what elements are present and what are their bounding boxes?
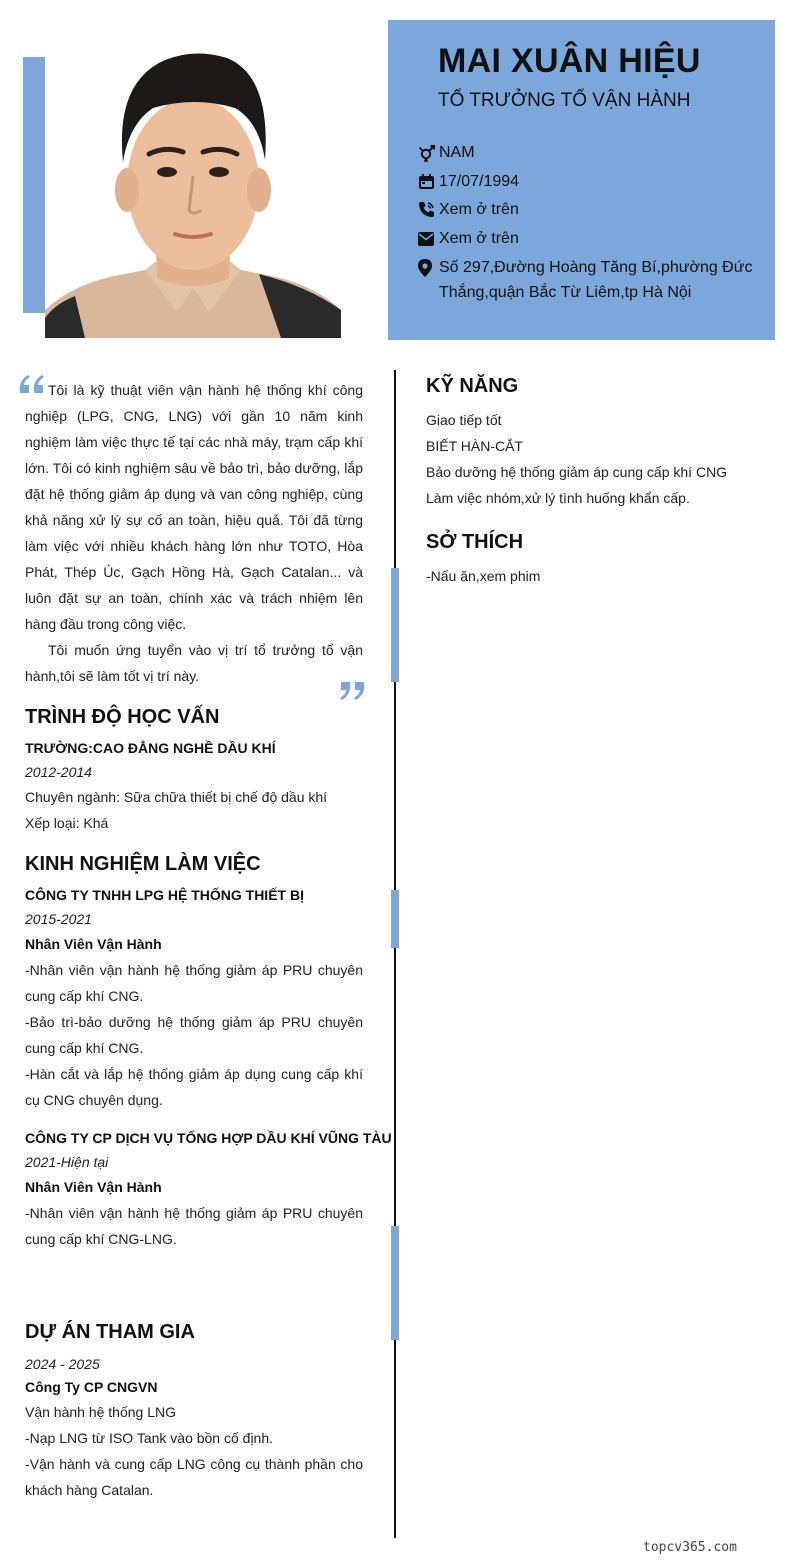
info-phone-row bbox=[418, 197, 757, 222]
education-rank: Xếp loại: Khá bbox=[25, 815, 109, 831]
calendar-icon bbox=[418, 169, 439, 194]
project-line-3: -Vận hành và cung cấp LNG công cụ thành phần cho khách hàng Catalan. bbox=[25, 1456, 363, 1498]
summary-paragraph-1: Tôi là kỹ thuật viên vận hành hệ thống khí công nghiệp (LPG, CNG, LNG) với gần 10 năm kinh nghiệm làm việc thực tế tại các nhà máy, trạm cấp khí lớn. Tôi có kinh nghiệm sâu về bảo trì, bảo dưỡng, lắp đặt hệ thống giảm áp dụng và van công nghiệp, cùng khả năng xử lý sự cố an toàn, hiệu quả. Tôi đã từng làm việc với nhiều khách hàng lớn như TOTO, Hòa Phát, Thép Úc, Gạch Hồng Hà, Gạch Catalan... và luôn đặt sự an toàn, chính xác và trách nhiệm lên hàng đầu trong công việc. bbox=[25, 382, 363, 632]
info-birth-row bbox=[418, 169, 757, 194]
hobbies-title: SỞ THÍCH bbox=[426, 531, 524, 553]
divider-accent-1 bbox=[391, 568, 399, 682]
job-1-duty-1: -Nhân viên vận hành hệ thống giảm áp PRU chuyên cung cấp khí CNG. bbox=[25, 962, 363, 1004]
candidate-name: MAI XUÂN HIỆU bbox=[438, 42, 701, 80]
career-summary bbox=[25, 377, 363, 689]
profile-photo-illustration bbox=[45, 42, 341, 338]
profile-photo bbox=[45, 42, 341, 338]
skills-title: KỸ NĂNG bbox=[426, 375, 519, 397]
info-address: Số 297,Đường Hoàng Tăng Bí,phường Đức Thắng,quận Bắc Từ Liêm,tp Hà Nội bbox=[439, 259, 753, 301]
info-birth-date: 17/07/1994 bbox=[439, 173, 520, 190]
candidate-job-title: TỔ TRƯỞNG TỔ VẬN HÀNH bbox=[438, 90, 691, 111]
header-info-box bbox=[388, 20, 775, 340]
info-address-row bbox=[418, 255, 757, 305]
projects-title: DỰ ÁN THAM GIA bbox=[25, 1321, 195, 1343]
info-email-row bbox=[418, 226, 757, 251]
divider-accent-3 bbox=[391, 1226, 399, 1340]
map-pin-icon bbox=[418, 255, 439, 280]
gender-icon bbox=[418, 140, 439, 165]
education-major: Chuyên ngành: Sữa chữa thiết bị chế độ dầu khí bbox=[25, 789, 328, 805]
experience-title: KINH NGHIỆM LÀM VIỆC bbox=[25, 853, 261, 875]
job-1-company: CÔNG TY TNHH LPG HỆ THỐNG THIẾT BỊ bbox=[25, 887, 304, 903]
site-watermark: topcv365.com bbox=[643, 1540, 737, 1555]
skill-item: Làm việc nhóm,xử lý tình huống khẩn cấp. bbox=[426, 490, 690, 506]
info-gender: NAM bbox=[439, 144, 475, 161]
education-title: TRÌNH ĐỘ HỌC VẤN bbox=[25, 706, 220, 728]
skill-item: BIẾT HÀN-CẮT bbox=[426, 438, 523, 454]
project-line-1: Vận hành hệ thống LNG bbox=[25, 1404, 177, 1420]
job-2-role: Nhân Viên Vận Hành bbox=[25, 1179, 162, 1195]
project-company: Công Ty CP CNGVN bbox=[25, 1379, 158, 1395]
project-line-2: -Nạp LNG từ ISO Tank vào bồn cố định. bbox=[25, 1430, 274, 1446]
quote-close-icon bbox=[338, 680, 366, 707]
info-phone: Xem ở trên bbox=[439, 201, 519, 218]
job-2-company: CÔNG TY CP DỊCH VỤ TỔNG HỢP DẦU KHÍ VŨNG TÀU bbox=[25, 1130, 392, 1146]
envelope-icon bbox=[418, 226, 439, 251]
education-period: 2012-2014 bbox=[25, 764, 92, 780]
job-1-role: Nhân Viên Vận Hành bbox=[25, 936, 162, 952]
job-2-duty-1: -Nhân viên vận hành hệ thống giảm áp PRU chuyên cung cấp khí CNG-LNG. bbox=[25, 1205, 363, 1247]
job-1-duty-3: -Hàn cắt và lắp hệ thống giảm áp dụng cung cấp khí cụ CNG chuyên dụng. bbox=[25, 1066, 363, 1108]
education-school: TRƯỜNG:CAO ĐẲNG NGHỀ DẦU KHÍ bbox=[25, 740, 276, 756]
project-period: 2024 - 2025 bbox=[25, 1356, 100, 1372]
hobbies-text: -Nấu ăn,xem phim bbox=[426, 568, 541, 584]
job-1-duty-2: -Bảo trì-bảo dưỡng hệ thống giảm áp PRU chuyên cung cấp khí CNG. bbox=[25, 1014, 363, 1056]
summary-paragraph-2: Tôi muốn ứng tuyển vào vị trí tổ trưởng tổ vận hành,tôi sẽ làm tốt vị trí này. bbox=[25, 642, 363, 684]
info-email: Xem ở trên bbox=[439, 230, 519, 247]
job-1-period: 2015-2021 bbox=[25, 911, 92, 927]
job-2-period: 2021-Hiện tại bbox=[25, 1154, 109, 1170]
info-gender-row bbox=[418, 140, 757, 165]
divider-accent-2 bbox=[391, 890, 399, 948]
skill-item: Bảo dưỡng hệ thống giảm áp cung cấp khí CNG bbox=[426, 464, 728, 480]
skill-item: Giao tiếp tốt bbox=[426, 412, 502, 428]
column-divider bbox=[394, 370, 396, 1538]
phone-icon bbox=[418, 197, 439, 222]
